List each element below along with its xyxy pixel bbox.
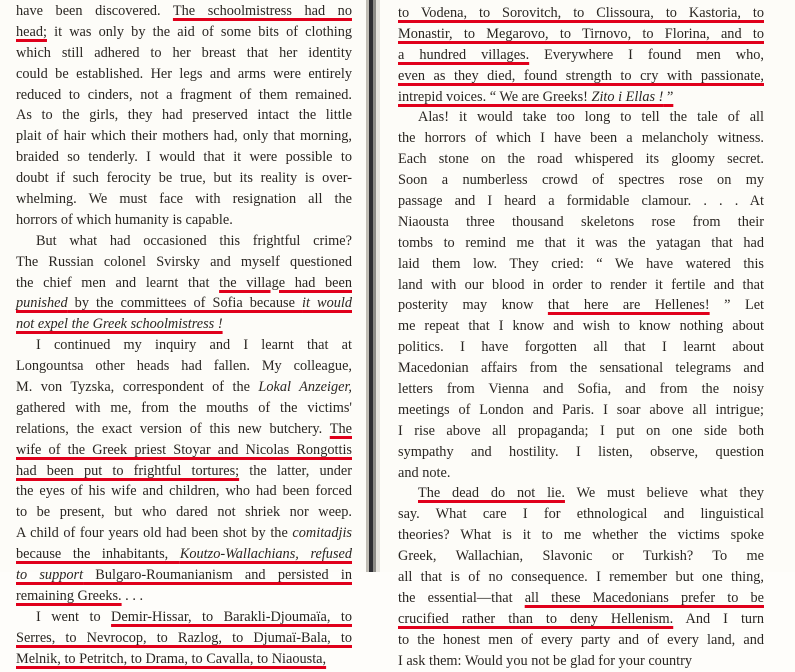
text-line: [16, 85, 352, 106]
text-line: [16, 314, 352, 335]
right-page-text: [398, 3, 764, 672]
text-line: [16, 293, 352, 314]
text-line: [398, 525, 764, 546]
underlined-passage: all these Macedonians prefer to be: [524, 589, 764, 606]
text-line: [398, 3, 764, 24]
text-line: [398, 87, 764, 108]
text-segment: it was only by the aid of some bits of clothing: [46, 23, 352, 40]
text-line: [398, 567, 764, 588]
text-line: [398, 609, 764, 630]
text-line: [16, 252, 352, 273]
text-segment: me repeat that I know and wish to know nothing about: [398, 318, 764, 335]
text-segment: meetings of London and Paris. I soar above all intrigue;: [398, 401, 764, 418]
text-segment: relations, the exact version of this new butchery.: [16, 420, 330, 437]
text-segment: Greek, Wallachian, Slavonic or Turkish? To me: [398, 548, 764, 565]
underlined-passage: not expel the Greek schoolmistress !: [16, 316, 223, 333]
text-line: [398, 379, 764, 400]
text-segment: the horrors of which I have been a melancholy witness.: [398, 130, 764, 147]
text-line: [16, 43, 352, 64]
underlined-passage: Monastir, to Megarovo, to Tirnovo, to Florina, and to: [398, 25, 764, 42]
text-segment: and note.: [398, 464, 451, 481]
underlined-passage: Demir-Hissar, to Barakli-Djoumaïa, to: [111, 608, 352, 625]
text-line: [16, 628, 352, 649]
text-segment: We must believe what they: [564, 485, 764, 502]
text-line: [398, 504, 764, 525]
text-line: [16, 377, 352, 398]
underlined-passage: Melnik, to Petritch, to Drama, to Cavalla, to Niaousta,: [16, 650, 327, 667]
text-segment: theories? What is it to me whether the victims spoke: [398, 527, 764, 544]
text-line: [16, 419, 352, 440]
text-line: [398, 149, 764, 170]
underlined-passage: by the committees of Sofia because: [67, 295, 303, 312]
underlined-passage: a hundred villages.: [398, 46, 530, 63]
text-segment: politics. I have forgotten all that I learnt about: [398, 339, 764, 356]
text-line: [16, 565, 352, 586]
text-line: [398, 316, 764, 337]
text-segment: comitadjis: [292, 525, 352, 542]
text-line: [398, 191, 764, 212]
text-segment: the eyes of his wife and children, who had been forced: [16, 483, 352, 500]
text-segment: posterity may know: [398, 297, 548, 314]
text-segment: Niaousta three thousand skeletons rose from their: [398, 213, 764, 230]
underlined-passage: intrepid voices. “ We are Greeks!: [398, 88, 592, 105]
underlined-passage: remaining Greeks.: [16, 587, 122, 604]
text-segment: Alas! it would take too long to tell the tale of all: [418, 109, 764, 126]
text-line: [16, 461, 352, 482]
text-line: [16, 64, 352, 85]
text-line: [398, 546, 764, 567]
text-line: [16, 544, 352, 565]
text-line: [398, 295, 764, 316]
text-line: [16, 481, 352, 502]
underlined-passage: The schoolmistress had no: [172, 3, 352, 19]
underlined-passage: because the inhabitants,: [16, 546, 180, 563]
text-line: [16, 168, 352, 189]
text-line: [398, 651, 764, 672]
text-segment: passage and I heard a formidable clamour. . . . At: [398, 193, 764, 210]
text-segment: I ask them: Would you not be glad for your country: [398, 652, 693, 669]
text-segment: whelming. We must face with resignation all the: [16, 191, 352, 208]
text-segment: the essential—that: [398, 589, 525, 606]
underlined-passage: Bulgaro-Roumanianism and persisted in: [83, 567, 352, 584]
text-segment: could be established. Her legs and arms were entirely: [16, 65, 352, 82]
text-segment: The Russian colonel Svirsky and myself questioned: [16, 253, 352, 270]
underlined-passage: punished: [16, 295, 68, 312]
text-line: [398, 421, 764, 442]
text-line: [398, 170, 764, 191]
text-line: [398, 463, 764, 484]
text-line: [398, 337, 764, 358]
underlined-passage: wife of the Greek priest Stoyar and Nicolas Rongottis: [16, 441, 352, 458]
text-segment: I continued my inquiry and I learnt that at: [36, 337, 352, 354]
text-segment: horrors of which humanity is capable.: [16, 211, 233, 228]
text-segment: M. von Tyzska, correspondent of the: [16, 379, 259, 396]
left-page-text: [16, 1, 352, 670]
text-line: [398, 483, 764, 504]
text-segment: doubt if such ferocity be true, but its reality is over-: [16, 170, 352, 187]
text-segment: Lokal Anzeiger,: [258, 379, 352, 396]
text-line: [16, 1, 352, 22]
text-line: [16, 356, 352, 377]
text-line: [398, 254, 764, 275]
text-line: [16, 273, 352, 294]
text-segment: to the honest men of every party and of every land, and: [398, 631, 764, 648]
text-segment: land with our blood in order to render it fertile and that: [398, 276, 764, 293]
underlined-passage: Zito i Ellas !: [591, 88, 664, 105]
text-segment: But what had occasioned this frightful crime?: [36, 232, 352, 249]
text-line: [398, 66, 764, 87]
text-line: [16, 335, 352, 356]
text-segment: all that is of no consequence. I remember but one thing,: [398, 569, 764, 586]
text-segment: I rise above all propaganda; I put on one side both: [398, 422, 764, 439]
text-segment: laid them low. They cried: “ We have watered this: [398, 255, 764, 272]
text-line: [398, 107, 764, 128]
text-segment: Longountsa other heads had fallen. My colleague,: [16, 358, 352, 375]
text-segment: As to the girls, they had preserved intact the little: [16, 107, 352, 124]
text-segment: reduced to cinders, not a fragment of them remained.: [16, 86, 352, 103]
text-segment: plait of hair which their mothers had, only that morning,: [16, 128, 352, 145]
text-line: [398, 212, 764, 233]
text-line: [16, 189, 352, 210]
text-line: [398, 128, 764, 149]
text-line: [398, 24, 764, 45]
underlined-passage: to support: [16, 567, 84, 584]
text-segment: Each stone on the road whispered its gloomy secret.: [398, 151, 764, 168]
underlined-passage: Serres, to Nevrocop, to Razlog, to Djumaï-Bala, to: [16, 629, 352, 646]
text-line: [398, 588, 764, 609]
text-segment: the chief men and learnt that: [16, 274, 220, 291]
text-line: [398, 630, 764, 651]
text-segment: the latter, under: [239, 462, 352, 479]
underlined-passage: crucified rather than to deny Hellenism.: [398, 610, 674, 627]
text-segment: Everywhere I found men who,: [529, 46, 764, 63]
text-line: [398, 275, 764, 296]
text-segment: letters from Vienna and Sofia, and from the noisy: [398, 381, 764, 398]
underlined-passage: it would: [302, 295, 352, 312]
text-segment: . . .: [121, 587, 144, 604]
text-segment: ” Let: [709, 297, 765, 314]
text-line: [398, 358, 764, 379]
underlined-passage: that here are Hellenes!: [547, 297, 710, 314]
text-line: [16, 502, 352, 523]
underlined-passage: had been put to frightful tortures;: [16, 462, 240, 479]
underlined-passage: The dead do not lie.: [418, 485, 565, 502]
text-line: [16, 210, 352, 231]
underlined-passage: the village had been: [219, 274, 352, 291]
text-segment: to be present, but who dared not shriek nor weep.: [16, 504, 352, 521]
text-segment: Macedonian affairs from the sensational telegrams and: [398, 360, 764, 377]
underlined-passage: to Vodena, to Sorovitch, to Clissoura, to Kastoria, to: [398, 5, 764, 21]
text-line: [16, 105, 352, 126]
text-line: [16, 649, 352, 670]
text-line: [16, 398, 352, 419]
text-line: [398, 400, 764, 421]
text-segment: And I turn: [673, 610, 764, 627]
text-line: [16, 523, 352, 544]
text-segment: A child of four years old had been shot by the: [16, 525, 293, 542]
text-segment: sympathy and hostility. I listen, observe, question: [398, 443, 764, 460]
text-segment: say. What care I for ethnological and linguistical: [398, 506, 764, 523]
text-line: [16, 440, 352, 461]
text-line: [16, 231, 352, 252]
text-line: [16, 22, 352, 43]
underlined-passage: even as they died, found strength to cry with passionate,: [398, 67, 764, 84]
text-line: [398, 233, 764, 254]
text-line: [398, 45, 764, 66]
left-book-page: [0, 0, 366, 667]
text-segment: which still adhered to her breast that her identity: [16, 44, 352, 61]
underlined-passage: head;: [16, 23, 47, 40]
text-line: [16, 586, 352, 607]
text-segment: have been discovered.: [16, 3, 173, 19]
underlined-passage: The: [329, 420, 352, 437]
text-line: [16, 147, 352, 168]
right-book-page: [380, 0, 795, 669]
underlined-passage: Koutzo-Wallachians, refused: [179, 546, 353, 563]
text-line: [16, 126, 352, 147]
text-segment: tombs to remind me that it was the yatagan that had: [398, 234, 764, 251]
text-segment: I went to: [36, 608, 112, 625]
underlined-passage: ”: [663, 88, 674, 105]
text-segment: gathered with me, from the mouths of the victims': [16, 399, 352, 416]
text-line: [16, 607, 352, 628]
text-line: [398, 442, 764, 463]
text-segment: braided so tenderly. I would that it were possible to: [16, 149, 352, 166]
text-segment: Soon a numberless crowd of spectres rose on my: [398, 172, 764, 189]
